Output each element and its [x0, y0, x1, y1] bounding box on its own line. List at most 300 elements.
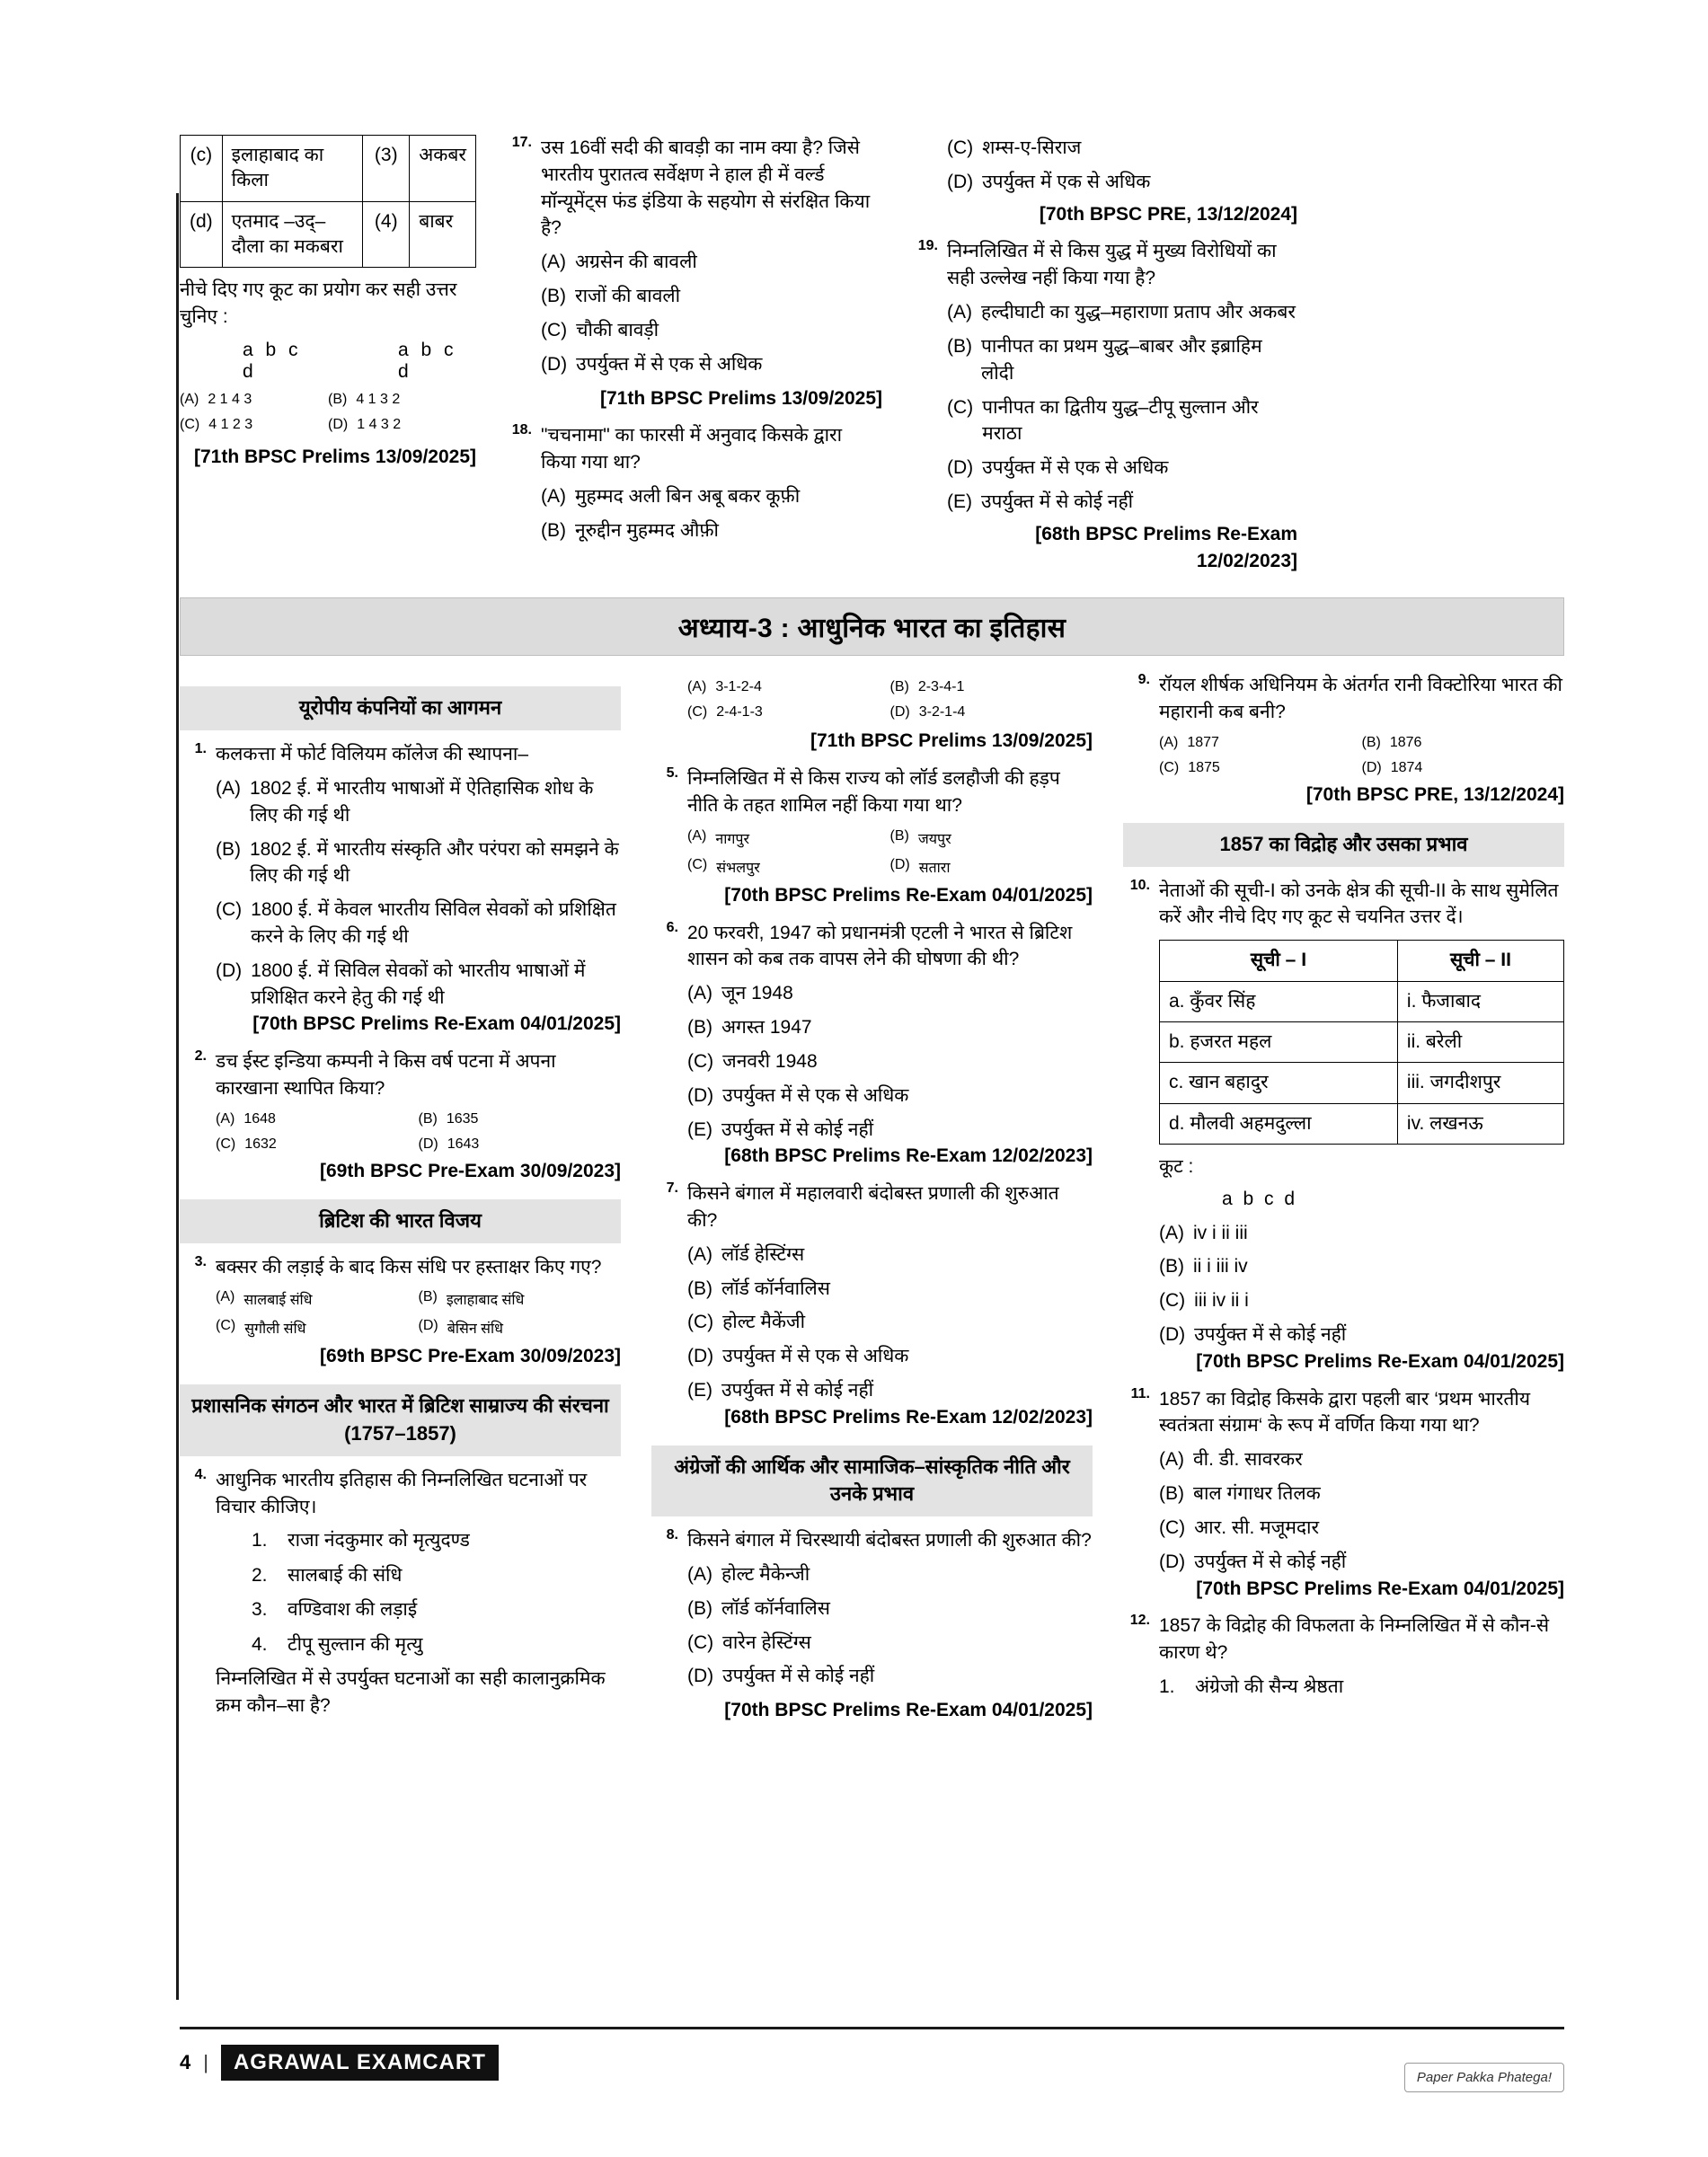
option-text: अगस्त 1947 — [721, 1017, 812, 1039]
option-label: (C) — [1159, 760, 1180, 775]
option-D[interactable] — [328, 417, 476, 433]
option-text: 1877 — [1187, 735, 1219, 750]
option-E[interactable] — [687, 1117, 1093, 1144]
option-row — [216, 1111, 621, 1127]
option-label: (A) — [541, 252, 566, 273]
question-number: 18. — [511, 422, 532, 438]
question-text: आधुनिक भारतीय इतिहास की निम्नलिखित घटनाओं पर विचार कीजिए। — [216, 1469, 588, 1517]
option-label: (C) — [687, 1631, 714, 1653]
abcd-header-row — [180, 340, 476, 383]
option-text: 1876 — [1389, 735, 1422, 750]
question-text: "चचनामा" का फारसी में अनुवाद किसके द्वारा किया गया था? — [541, 425, 843, 473]
option-text: उपर्युक्त में से कोई नहीं — [1194, 1551, 1347, 1572]
option-A[interactable] — [180, 392, 328, 408]
option-label: (B) — [418, 1110, 438, 1127]
question-number: 19. — [917, 238, 938, 254]
option-row — [687, 828, 1093, 848]
brand-logo — [221, 2045, 499, 2081]
option-label: (B) — [1159, 1483, 1184, 1505]
option-C[interactable] — [687, 857, 890, 877]
question-source: [68th BPSC Prelims Re-Exam 12/02/2023] — [724, 1145, 1093, 1167]
option-E[interactable] — [687, 1377, 1093, 1404]
option-B[interactable] — [687, 1596, 1093, 1622]
option-text: 1800 ई. में केवल भारतीय सिविल सेवकों को प्रशिक्षित करने के लिए की गई थी — [251, 899, 616, 948]
option-label: (C) — [947, 137, 974, 158]
option-label: (A) — [687, 1564, 712, 1586]
option-label: (A) — [687, 827, 707, 844]
option-label: (B) — [541, 519, 566, 541]
question-text: किसने बंगाल में चिरस्थायी बंदोबस्त प्रणाली की शुरुआत की? — [687, 1530, 1092, 1551]
option-text: 3-1-2-4 — [715, 679, 762, 695]
option-label: (C) — [180, 417, 200, 432]
option-text: 1874 — [1390, 760, 1423, 775]
option-D[interactable] — [541, 351, 882, 378]
option-text: 4 1 3 2 — [356, 392, 401, 407]
option-A[interactable] — [687, 1242, 1093, 1269]
question-9 — [1123, 672, 1564, 808]
option-text: शम्स-ए-सिराज — [982, 137, 1082, 158]
option-label: (B) — [687, 1017, 712, 1039]
code-instruction: नीचे दिए गए कूट का प्रयोग कर सही उत्तर चुनिए : — [180, 279, 457, 328]
top-column-2 — [505, 135, 882, 574]
question-tail: निम्नलिखित में से उपर्युक्त घटनाओं का सही कालानुक्रमिक क्रम कौन–सा है? — [216, 1668, 606, 1716]
option-text: लॉर्ड कॉर्नवालिस — [721, 1277, 830, 1299]
option-C[interactable] — [687, 1630, 1093, 1657]
option-A[interactable] — [687, 828, 890, 848]
question-source: [71th BPSC Prelims 13/09/2025] — [194, 446, 476, 467]
option-text: पानीपत का द्वितीय युद्ध–टीपू सुल्तान और मराठा — [982, 396, 1259, 445]
cell-list-2: iv. लखनऊ — [1397, 1103, 1563, 1144]
question-source: [70th BPSC Prelims Re-Exam 04/01/2025] — [724, 884, 1093, 906]
option-A[interactable] — [947, 299, 1297, 326]
question-number: 6. — [666, 919, 678, 935]
page-left-rule — [176, 193, 179, 2000]
option-text: उपर्युक्त में से एक से अधिक — [982, 457, 1169, 479]
table-row — [1160, 1103, 1564, 1144]
question-number: 11. — [1130, 1385, 1150, 1401]
item-number: 1. — [1159, 1675, 1175, 1697]
option-label: (C) — [687, 1050, 714, 1072]
option-label: (A) — [216, 1110, 235, 1127]
option-label: (A) — [687, 679, 707, 695]
option-label: (C) — [216, 1136, 236, 1152]
column-header-list-1: सूची – I — [1160, 941, 1398, 981]
option-B[interactable] — [1159, 1481, 1564, 1507]
option-row — [651, 704, 1093, 720]
option-B[interactable] — [1362, 735, 1565, 751]
option-label: (D) — [328, 417, 349, 432]
page-footer — [180, 2045, 1564, 2081]
question-18 — [505, 422, 882, 544]
statement-list — [1159, 1674, 1564, 1701]
option-text: 1643 — [447, 1136, 480, 1152]
question-text: निम्नलिखित में से किस राज्य को लॉर्ड डलहौजी की हड़प नीति के तहत शामिल नहीं किया गया था? — [687, 768, 1060, 816]
option-label: (D) — [889, 704, 910, 720]
cell-list-2: ii. बरेली — [1397, 1021, 1563, 1062]
item-number: 3. — [252, 1599, 268, 1621]
option-label: (C) — [541, 319, 568, 340]
option-label: (B) — [687, 1597, 712, 1619]
option-C[interactable] — [1159, 1287, 1564, 1314]
option-C[interactable] — [687, 704, 890, 720]
option-label: (B) — [1361, 735, 1381, 750]
list-item — [216, 1596, 621, 1623]
question-number: 2. — [194, 1048, 207, 1065]
item-text: अंग्रेजो की सैन्य श्रेष्ठता — [1195, 1675, 1344, 1697]
option-label: (E) — [947, 491, 972, 512]
body-column-1 — [180, 672, 621, 1724]
question-source: [70th BPSC Prelims Re-Exam 04/01/2025] — [252, 1013, 621, 1035]
question-8 — [651, 1527, 1093, 1690]
option-text: 1648 — [243, 1110, 276, 1127]
option-label: (B) — [889, 679, 909, 695]
option-label: (B) — [947, 335, 972, 357]
item-text: सालबाई की संधि — [288, 1564, 403, 1586]
option-text: उपर्युक्त में एक से अधिक — [982, 171, 1151, 192]
option-label: (D) — [418, 1136, 438, 1152]
option-text: वारेन हेस्टिंग्स — [722, 1631, 811, 1653]
item-text: राजा नंदकुमार को मृत्युदण्ड — [288, 1530, 470, 1551]
question-number: 4. — [194, 1466, 207, 1482]
question-text: किसने बंगाल में महालवारी बंदोबस्त प्रणाली की शुरुआत की? — [687, 1183, 1059, 1231]
option-label: (D) — [1159, 1551, 1186, 1572]
option-row — [1159, 735, 1564, 751]
option-text: वी. डी. सावरकर — [1193, 1449, 1303, 1471]
option-text: होल्ट मैकेन्जी — [721, 1564, 810, 1586]
question-text: 1857 के विद्रोह की विफलता के निम्नलिखित में से कौन-से कारण थे? — [1159, 1615, 1550, 1664]
option-D[interactable] — [687, 1083, 1093, 1109]
option-text: हल्दीघाटी का युद्ध–महाराणा प्रताप और अकबर — [981, 302, 1296, 323]
question-text: कलकत्ता में फोर्ट विलियम कॉलेज की स्थापना– — [216, 744, 529, 765]
option-A[interactable] — [1159, 1220, 1564, 1247]
tagline-stamp: Paper Pakka Phatega! — [1404, 2063, 1564, 2092]
option-text: सालबाई संधि — [243, 1293, 313, 1309]
option-D[interactable] — [890, 857, 1093, 877]
option-text: 1 4 3 2 — [357, 417, 402, 432]
abcd-header-row: a b c d — [1222, 1188, 1298, 1209]
option-text: सुगौली संधि — [244, 1322, 306, 1338]
option-text: चौकी बावड़ी — [576, 319, 659, 340]
question-number: 7. — [666, 1180, 678, 1197]
question-19 — [911, 238, 1297, 574]
option-label: (A) — [541, 485, 566, 507]
question-1 — [180, 741, 621, 1011]
question-2 — [180, 1048, 621, 1153]
item-text: टीपू सुल्तान की मृत्यु — [288, 1633, 423, 1655]
table-row — [1160, 1021, 1564, 1062]
option-D[interactable] — [947, 455, 1297, 482]
option-label: (C) — [687, 704, 708, 720]
option-text: 3-2-1-4 — [918, 704, 966, 720]
option-D[interactable] — [419, 1318, 622, 1338]
option-text: ii i iii iv — [1193, 1256, 1248, 1277]
option-row — [687, 857, 1093, 877]
option-label: (A) — [947, 302, 972, 323]
list-item — [216, 1631, 621, 1658]
body-column-3 — [1123, 672, 1564, 1724]
option-text: जनवरी 1948 — [722, 1050, 818, 1072]
option-C[interactable] — [911, 135, 1297, 162]
option-text: उपर्युक्त में से एक से अधिक — [722, 1084, 909, 1106]
option-A[interactable] — [1159, 735, 1362, 751]
row-label: (d) — [181, 201, 223, 268]
option-B[interactable] — [687, 1014, 1093, 1041]
question-text: नेताओं की सूची-I को उनके क्षेत्र की सूची-II के साथ सुमेलित करें और नीचे दिए गए कूट से चयनित उत्तर दें। — [1159, 880, 1559, 928]
option-B[interactable] — [541, 283, 882, 310]
cell-list-1: a. कुँवर सिंह — [1160, 981, 1398, 1021]
footer-divider: | — [203, 2051, 208, 2073]
question-source: [71th BPSC Prelims 13/09/2025] — [600, 387, 882, 409]
row-num: (3) — [363, 136, 410, 202]
option-C[interactable] — [180, 417, 328, 433]
option-B[interactable] — [216, 836, 621, 890]
option-row — [180, 392, 476, 408]
option-B[interactable] — [419, 1289, 622, 1309]
option-label: (A) — [216, 777, 241, 799]
option-A[interactable] — [687, 980, 1093, 1007]
chapter-title-banner: अध्याय-3 : आधुनिक भारत का इतिहास — [180, 597, 1564, 656]
option-text: नागपुर — [715, 831, 749, 847]
row-text: एतमाद –उद्–दौला का मकबरा — [222, 201, 363, 268]
option-label: (B) — [687, 1277, 712, 1299]
question-6 — [651, 920, 1093, 1144]
option-row — [180, 417, 476, 433]
question-source: [71th BPSC Prelims 13/09/2025] — [810, 730, 1093, 752]
option-label: (C) — [216, 899, 243, 921]
option-C[interactable] — [1159, 1515, 1564, 1542]
option-C[interactable] — [687, 1309, 1093, 1336]
question-source: [70th BPSC Prelims Re-Exam 04/01/2025] — [1196, 1350, 1564, 1372]
option-row — [216, 1136, 621, 1153]
option-text: 1632 — [244, 1136, 277, 1152]
option-text: उपर्युक्त में से एक से अधिक — [722, 1346, 909, 1367]
option-B[interactable] — [890, 828, 1093, 848]
option-B[interactable] — [541, 517, 882, 544]
match-table-leaders — [1159, 940, 1564, 1145]
question-17 — [505, 135, 882, 411]
question-source: [70th BPSC PRE, 13/12/2024] — [1305, 784, 1564, 805]
question-source: [69th BPSC Pre-Exam 30/09/2023] — [319, 1160, 621, 1181]
option-E[interactable] — [947, 489, 1297, 516]
question-text: उस 16वीं सदी की बावड़ी का नाम क्या है? जिसे भारतीय पुरातत्व सर्वेक्षण ने हाल ही में वर्ल्ड मॉन्यूमेंट्स फंड इंडिया के सहयोग से संरक्षित किया है? — [541, 137, 871, 239]
cell-list-1: d. मौलवी अहमदुल्ला — [1160, 1103, 1398, 1144]
question-number: 12. — [1129, 1613, 1150, 1629]
match-table-previous — [180, 135, 476, 268]
abcd-right: a b c d — [398, 340, 457, 382]
option-label: (D) — [947, 171, 974, 192]
option-label: (D) — [1159, 1324, 1186, 1346]
option-label: (A) — [687, 983, 712, 1004]
row-label: (c) — [181, 136, 223, 202]
section-heading-european: यूरोपीय कंपनियों का आगमन — [180, 686, 621, 730]
option-A[interactable] — [541, 483, 882, 510]
option-text: iii iv ii i — [1194, 1290, 1249, 1312]
option-row — [216, 1318, 621, 1338]
question-number: 8. — [666, 1527, 678, 1543]
question-text: रॉयल शीर्षक अधिनियम के अंतर्गत रानी विक्टोरिया भारत की महारानी कब बनी? — [1159, 675, 1562, 723]
cell-list-1: c. खान बहादुर — [1160, 1063, 1398, 1103]
option-label: (C) — [216, 1318, 236, 1334]
option-text: जयपुर — [917, 831, 951, 847]
question-text: बक्सर की लड़ाई के बाद किस संधि पर हस्ताक्षर किए गए? — [216, 1256, 602, 1277]
option-B[interactable] — [419, 1111, 622, 1127]
option-label: (D) — [687, 1084, 714, 1106]
option-text: 4 1 2 3 — [208, 417, 253, 432]
option-D[interactable] — [911, 169, 1297, 196]
question-number: 10. — [1129, 877, 1150, 893]
option-text: होल्ट मैकेंजी — [722, 1312, 806, 1333]
column-header-list-2: सूची – II — [1397, 941, 1563, 981]
option-label: (B) — [216, 838, 241, 860]
option-C[interactable] — [947, 394, 1297, 448]
option-text: 2-3-4-1 — [917, 679, 965, 695]
option-A[interactable] — [216, 1111, 419, 1127]
option-text: उपर्युक्त में से कोई नहीं — [981, 491, 1134, 512]
question-12 — [1123, 1613, 1564, 1701]
option-text: जून 1948 — [721, 983, 793, 1004]
table-header-row — [1160, 941, 1564, 981]
option-D[interactable] — [1362, 760, 1565, 776]
question-11 — [1123, 1386, 1564, 1576]
list-item — [1159, 1674, 1564, 1701]
option-D[interactable] — [1159, 1322, 1564, 1348]
row-name: बाबर — [410, 201, 476, 268]
option-D[interactable] — [1159, 1549, 1564, 1576]
option-text: उपर्युक्त में से कोई नहीं — [721, 1118, 874, 1140]
option-A[interactable] — [216, 1289, 419, 1309]
option-C[interactable] — [687, 1048, 1093, 1075]
option-text: अग्रसेन की बावली — [575, 252, 697, 273]
table-row — [181, 136, 476, 202]
table-row — [181, 201, 476, 268]
option-label: (C) — [1159, 1290, 1186, 1312]
option-B[interactable] — [947, 333, 1297, 387]
option-C[interactable] — [216, 1318, 419, 1338]
option-label: (B) — [541, 286, 566, 307]
statement-list — [216, 1527, 621, 1658]
option-A[interactable] — [687, 1561, 1093, 1588]
option-label: (A) — [180, 392, 199, 407]
option-B[interactable] — [890, 679, 1093, 695]
option-A[interactable] — [687, 679, 890, 695]
option-C[interactable] — [216, 1136, 419, 1153]
option-B[interactable] — [328, 392, 476, 408]
option-C[interactable] — [1159, 760, 1362, 776]
option-D[interactable] — [216, 958, 621, 1012]
option-D[interactable] — [687, 1663, 1093, 1690]
option-C[interactable] — [541, 317, 882, 344]
list-item — [216, 1527, 621, 1554]
section-heading-revolt: 1857 का विद्रोह और उसका प्रभाव — [1123, 823, 1564, 867]
option-label: (C) — [947, 396, 974, 418]
option-text: लॉर्ड हेस्टिंग्स — [721, 1243, 805, 1265]
option-D[interactable] — [419, 1136, 622, 1153]
question-10 — [1123, 878, 1564, 1348]
option-label: (B) — [328, 392, 348, 407]
item-number: 1. — [252, 1530, 268, 1551]
option-C[interactable] — [216, 897, 621, 950]
option-label: (B) — [889, 827, 909, 844]
cell-list-2: i. फैजाबाद — [1397, 981, 1563, 1021]
row-name: अकबर — [410, 136, 476, 202]
question-3 — [180, 1254, 621, 1339]
option-text: 1802 ई. में भारतीय संस्कृति और परंपरा को समझने के लिए की गई थी — [250, 838, 619, 887]
item-number: 2. — [252, 1564, 268, 1586]
option-D[interactable] — [890, 704, 1093, 720]
option-label: (C) — [1159, 1516, 1186, 1538]
option-text: 1875 — [1188, 760, 1220, 775]
option-text: iv i ii iii — [1193, 1222, 1248, 1243]
option-label: (A) — [216, 1289, 235, 1305]
option-text: बाल गंगाधर तिलक — [1193, 1483, 1321, 1505]
option-text: पानीपत का प्रथम युद्ध–बाबर और इब्राहिम लोदी — [981, 335, 1262, 384]
option-A[interactable] — [541, 249, 882, 276]
option-text: उपर्युक्त में से कोई नहीं — [1194, 1324, 1347, 1346]
option-label: (D) — [1361, 760, 1382, 775]
row-text: इलाहाबाद का किला — [222, 136, 363, 202]
option-row — [1159, 760, 1564, 776]
option-text: लॉर्ड कॉर्नवालिस — [721, 1597, 830, 1619]
brand-agrawal: AGRAWAL — [233, 2050, 350, 2074]
top-columns — [180, 135, 1564, 574]
question-text: डच ईस्ट इन्डिया कम्पनी ने किस वर्ष पटना में अपना कारखाना स्थापित किया? — [216, 1051, 556, 1100]
option-label: (A) — [1159, 735, 1179, 750]
page-number: 4 — [180, 2051, 191, 2073]
option-text: 2 1 4 3 — [208, 392, 252, 407]
option-text: नूरुद्दीन मुहम्मद औफ़ी — [575, 519, 719, 541]
table-row — [1160, 981, 1564, 1021]
option-label: (D) — [687, 1346, 714, 1367]
brand-exam: EXAM — [356, 2050, 423, 2074]
option-label: (A) — [1159, 1222, 1184, 1243]
option-label: (B) — [418, 1289, 438, 1305]
option-text: बेसिन संधि — [447, 1322, 503, 1338]
option-text: इलाहाबाद संधि — [446, 1293, 525, 1309]
option-label: (D) — [889, 856, 910, 872]
option-text: 2-4-1-3 — [716, 704, 763, 720]
top-column-3 — [911, 135, 1297, 574]
item-text: वण्डिवाश की लड़ाई — [288, 1599, 418, 1621]
option-B[interactable] — [687, 1276, 1093, 1303]
option-A[interactable] — [1159, 1446, 1564, 1473]
abcd-left: a b c d — [243, 340, 302, 382]
option-row — [651, 679, 1093, 695]
question-4 — [180, 1467, 621, 1719]
option-text: 1802 ई. में भारतीय भाषाओं में ऐतिहासिक शोध के लिए की गई थी — [250, 777, 594, 826]
option-A[interactable] — [216, 775, 621, 829]
option-text: राजों की बावली — [575, 286, 681, 307]
question-number: 17. — [511, 135, 532, 150]
option-text: 1635 — [446, 1110, 479, 1127]
question-source: [70th BPSC PRE, 13/12/2024] — [1039, 203, 1297, 225]
question-number: 5. — [666, 765, 678, 782]
section-heading-admin: प्रशासनिक संगठन और भारत में ब्रिटिश साम्राज्य की संरचना (1757–1857) — [180, 1384, 621, 1456]
option-label: (D) — [541, 353, 568, 375]
code-label: कूट : — [1159, 1155, 1194, 1177]
question-source: [70th BPSC Prelims Re-Exam 04/01/2025] — [1196, 1578, 1564, 1599]
option-label: (E) — [687, 1380, 712, 1401]
question-source: [68th BPSC Prelims Re-Exam 12/02/2023] — [1035, 523, 1297, 571]
option-B[interactable] — [1159, 1253, 1564, 1280]
option-label: (A) — [687, 1243, 712, 1265]
question-source: [70th BPSC Prelims Re-Exam 04/01/2025] — [724, 1700, 1093, 1721]
option-text: संभलपुर — [716, 860, 760, 876]
list-item — [216, 1562, 621, 1589]
option-label: (D) — [947, 457, 974, 479]
top-column-1 — [180, 135, 476, 574]
option-D[interactable] — [687, 1343, 1093, 1370]
option-label: (D) — [687, 1666, 714, 1687]
